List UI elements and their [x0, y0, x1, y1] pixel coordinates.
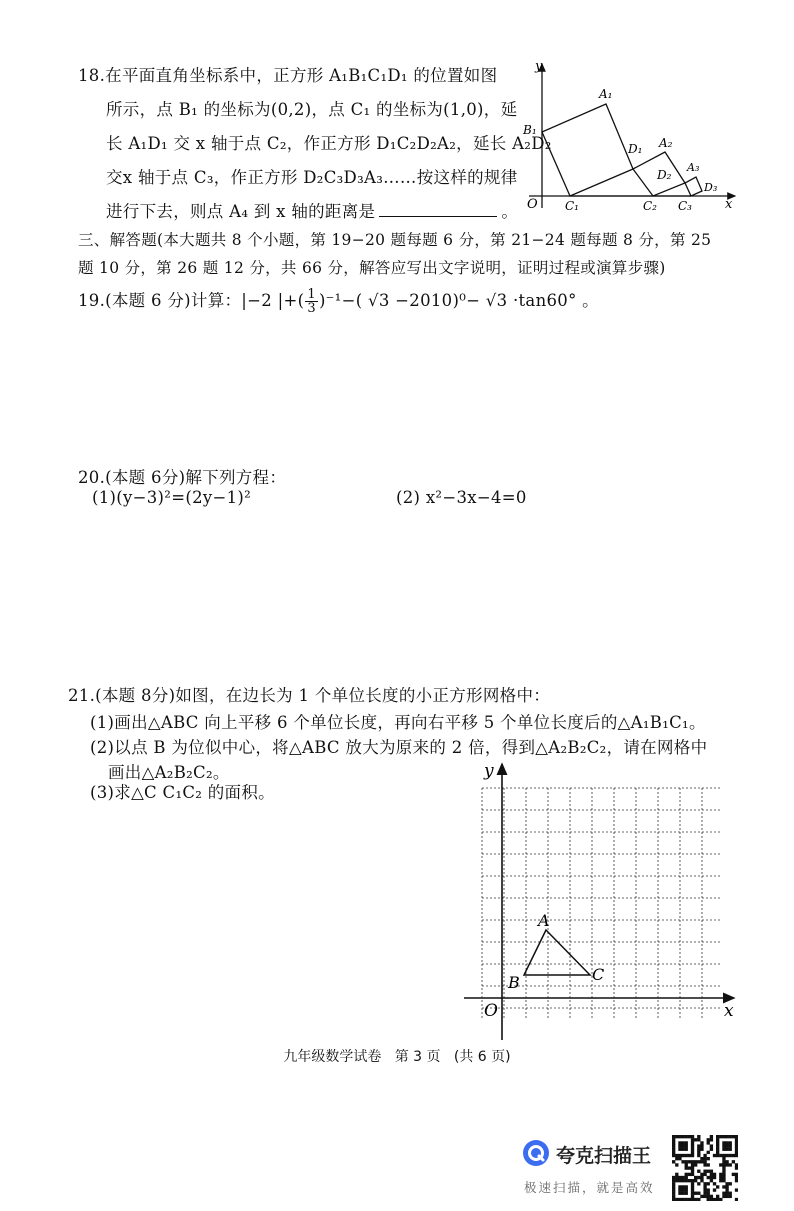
- label-C: C: [592, 965, 605, 984]
- q21-part-2b: 画出△A₂B₂C₂。: [108, 763, 230, 782]
- label-C1: C₁: [565, 199, 579, 213]
- label-A3: A₃: [687, 161, 700, 174]
- q18-line-5-text: 进行下去，则点 A₄ 到 x 轴的距离是: [106, 202, 376, 221]
- q18-line-3: 长 A₁D₁ 交 x 轴于点 C₂，作正方形 D₁C₂D₂A₂，延长 A₂D₂: [106, 134, 552, 153]
- section-3-line-2: 题 10 分，第 26 题 12 分，共 66 分，解答应写出文字说明，证明过程或演算步骤): [78, 259, 666, 277]
- q19-prefix: 19.(本题 6 分)计算：|−2 |+(: [78, 291, 305, 310]
- q18-line-1: 18.在平面直角坐标系中，正方形 A₁B₁C₁D₁ 的位置如图: [78, 66, 498, 85]
- q21-title: 21.(本题 8分)如图，在边长为 1 个单位长度的小正方形网格中：: [68, 686, 551, 705]
- section-3-line-1: 三、解答题(本大题共 8 个小题，第 19−20 题每题 6 分，第 21−24 题每题 8 分，第 25: [78, 231, 712, 249]
- q18-line-5: [106, 198, 518, 222]
- footer-subject: 九年级数学试卷: [283, 1049, 382, 1065]
- label-D3: D₃: [704, 181, 718, 194]
- label-B: B: [508, 973, 520, 992]
- q21-part-3: (3)求△C C₁C₂ 的面积。: [90, 783, 275, 802]
- q18-end-mark: 。: [501, 202, 519, 221]
- q18-line-4: 交x 轴于点 C₃，作正方形 D₂C₃D₃A₃……按这样的规律: [106, 168, 518, 187]
- footer-page: 第 3 页: [394, 1049, 441, 1065]
- label-D1: D₁: [628, 142, 643, 156]
- quark-logo-icon: [522, 1139, 550, 1167]
- q21-part-2a: (2)以点 B 为位似中心，将△ABC 放大为原来的 2 倍，得到△A₂B₂C₂，请在网格中: [90, 738, 708, 757]
- q21-part-1: (1)画出△ABC 向上平移 6 个单位长度，再向右平移 5 个单位长度后的△A₁B₁C₁。: [90, 713, 706, 732]
- q19-frac-num: 1: [307, 287, 316, 302]
- q21-grid-figure: [458, 758, 748, 1043]
- square-3: [685, 177, 702, 196]
- label-C3: C₃: [678, 199, 692, 213]
- q20-part-2: (2) x²−3x−4=0: [396, 488, 527, 507]
- label-B1: B₁: [523, 123, 537, 137]
- label-D2: D₂: [657, 168, 672, 182]
- qr-code: [672, 1135, 738, 1201]
- q18-label-x: x: [725, 197, 733, 212]
- label-C2: C₂: [643, 199, 657, 213]
- q21-label-y: y: [484, 761, 494, 781]
- q19-suffix: )⁻¹−( √3 −2010)⁰− √3 ·tan60° 。: [318, 291, 599, 310]
- label-A2: A₂: [659, 136, 673, 150]
- label-A1: A₁: [599, 87, 613, 101]
- label-A: A: [538, 911, 550, 930]
- q19-frac-den: 3: [307, 301, 316, 316]
- brand-slogan: 极速扫描，就是高效: [524, 1180, 655, 1195]
- answer-blank: [379, 202, 497, 217]
- q18-line-2: 所示，点 B₁ 的坐标为(0,2)，点 C₁ 的坐标为(1,0)，延: [106, 100, 518, 119]
- q19: [78, 287, 599, 315]
- brand-name: 夸克扫描王: [556, 1145, 652, 1167]
- square-1: [542, 104, 633, 196]
- q18-label-y: y: [535, 59, 543, 74]
- q21-label-x: x: [724, 1001, 734, 1021]
- page-footer: [0, 1046, 794, 1066]
- q19-fraction: [305, 288, 318, 315]
- q18-figure: [515, 56, 745, 216]
- q21-label-O: O: [484, 1001, 498, 1021]
- footer-total: (共 6 页): [453, 1049, 511, 1065]
- q20-title: 20.(本题 6分)解下列方程：: [78, 468, 287, 487]
- triangle-ABC: [524, 930, 590, 975]
- q20-part-1: (1)(y−3)²=(2y−1)²: [92, 488, 252, 507]
- q18-label-O: O: [527, 197, 538, 212]
